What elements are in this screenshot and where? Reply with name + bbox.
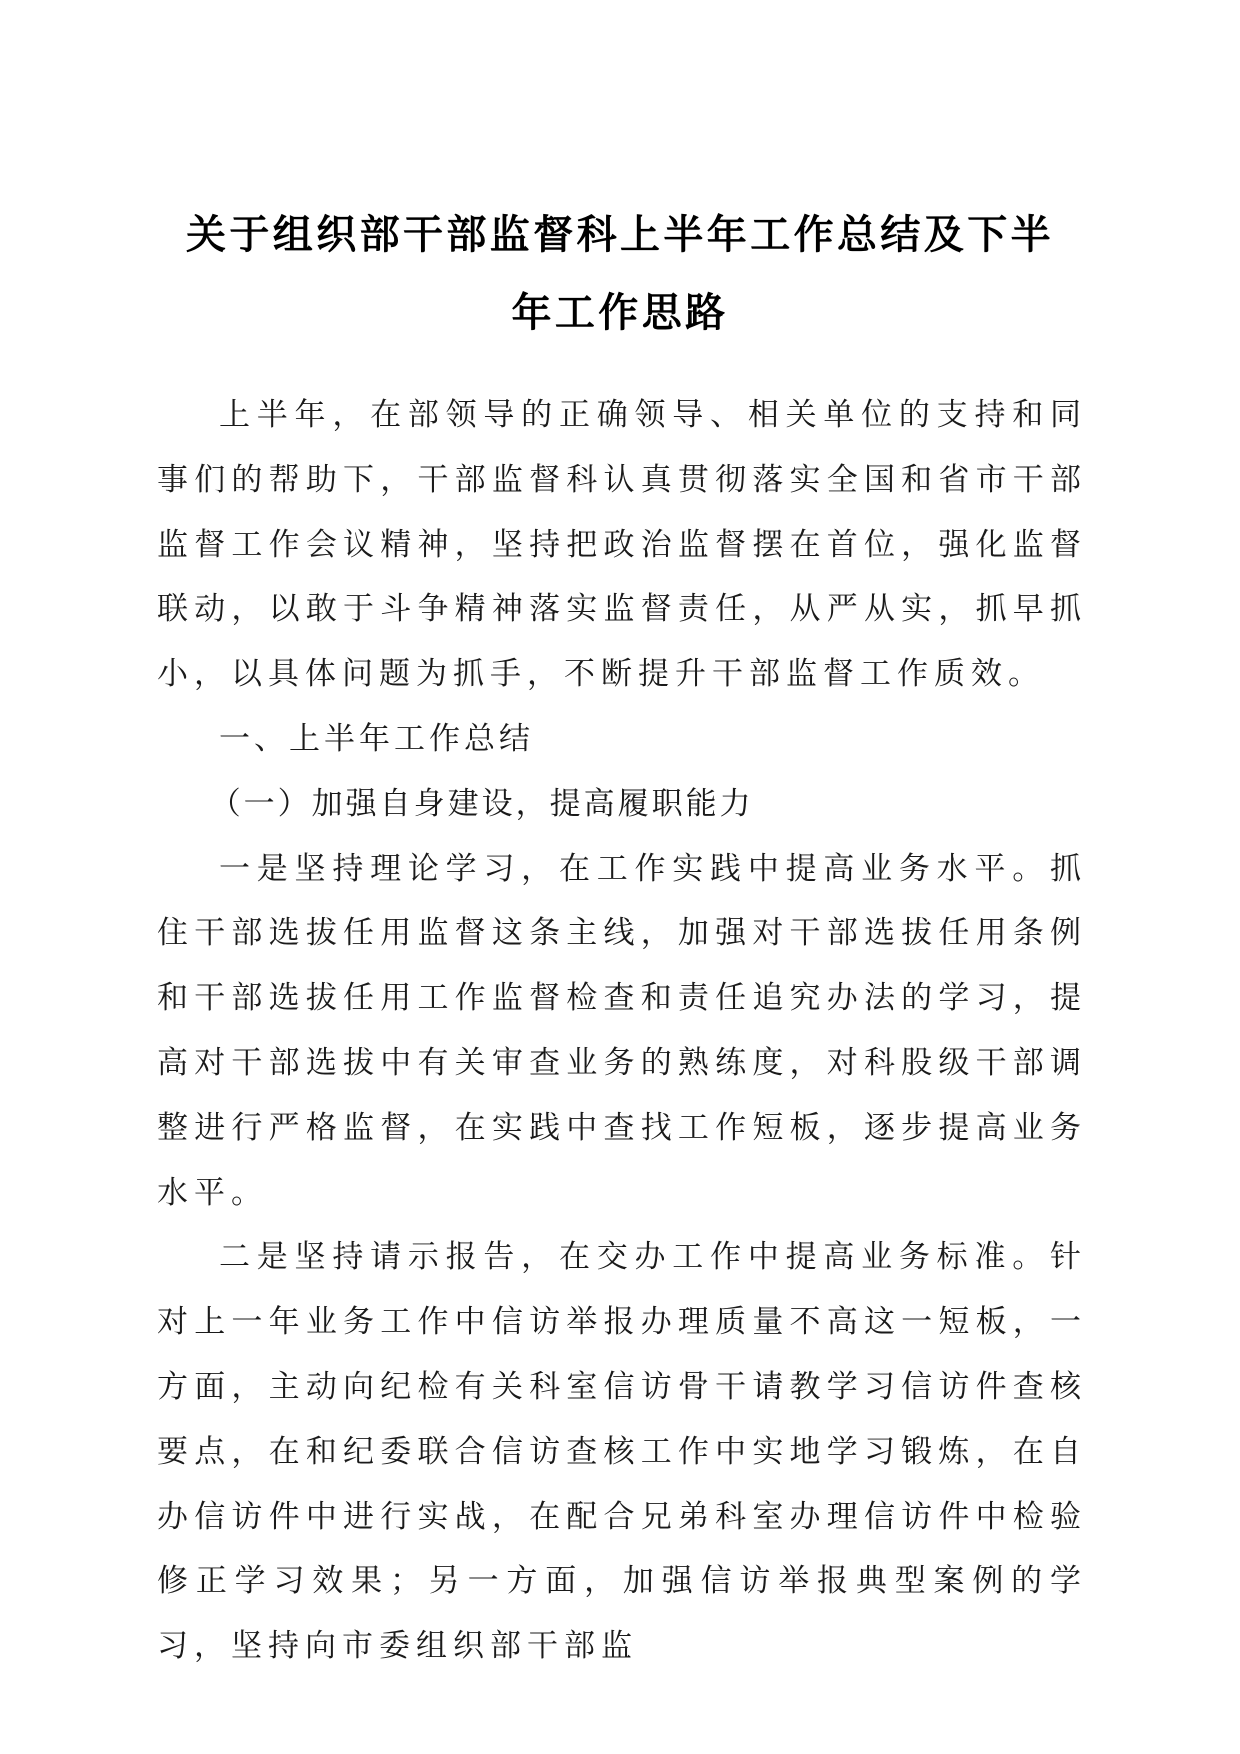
document-title [150,196,1090,352]
document-body [157,383,1087,1679]
point-paragraph-1: 一是坚持理论学习，在工作实践中提高业务水平。抓住干部选拔任用监督这条主线，加强对干部选拔任用条例和干部选拔任用工作监督检查和责任追究办法的学习，提高对干部选拔中有关审查业务的熟练度，对科股级干部调整进行严格监督，在实践中查找工作短板，逐步提高业务水平。 [157,850,1087,1211]
subsection-heading-1: （一）加强自身建设，提高履职能力 [209,785,754,822]
point-paragraph-2: 二是坚持请示报告，在交办工作中提高业务标准。针对上一年业务工作中信访举报办理质量不高这一短板，一方面，主动向纪检有关科室信访骨干请教学习信访件查核要点，在和纪委联合信访查核工作中实地学习锻炼，在自办信访件中进行实战，在配合兄弟科室办理信访件中检验修正学习效果；另一方面，加强信访举报典型案例的学习，坚持向市委组织部干部监 [157,1239,1087,1665]
title-line-1: 关于组织部干部监督科上半年工作总结及下半 [186,212,1054,258]
title-line-2: 年工作思路 [511,290,729,336]
intro-paragraph: 上半年，在部领导的正确领导、相关单位的支持和同事们的帮助下，干部监督科认真贯彻落实全国和省市干部监督工作会议精神，坚持把政治监督摆在首位，强化监督联动，以敢于斗争精神落实监督责任，从严从实，抓早抓小，以具体问题为抓手，不断提升干部监督工作质效。 [157,397,1087,693]
section-heading-1: 一、上半年工作总结 [219,720,534,757]
